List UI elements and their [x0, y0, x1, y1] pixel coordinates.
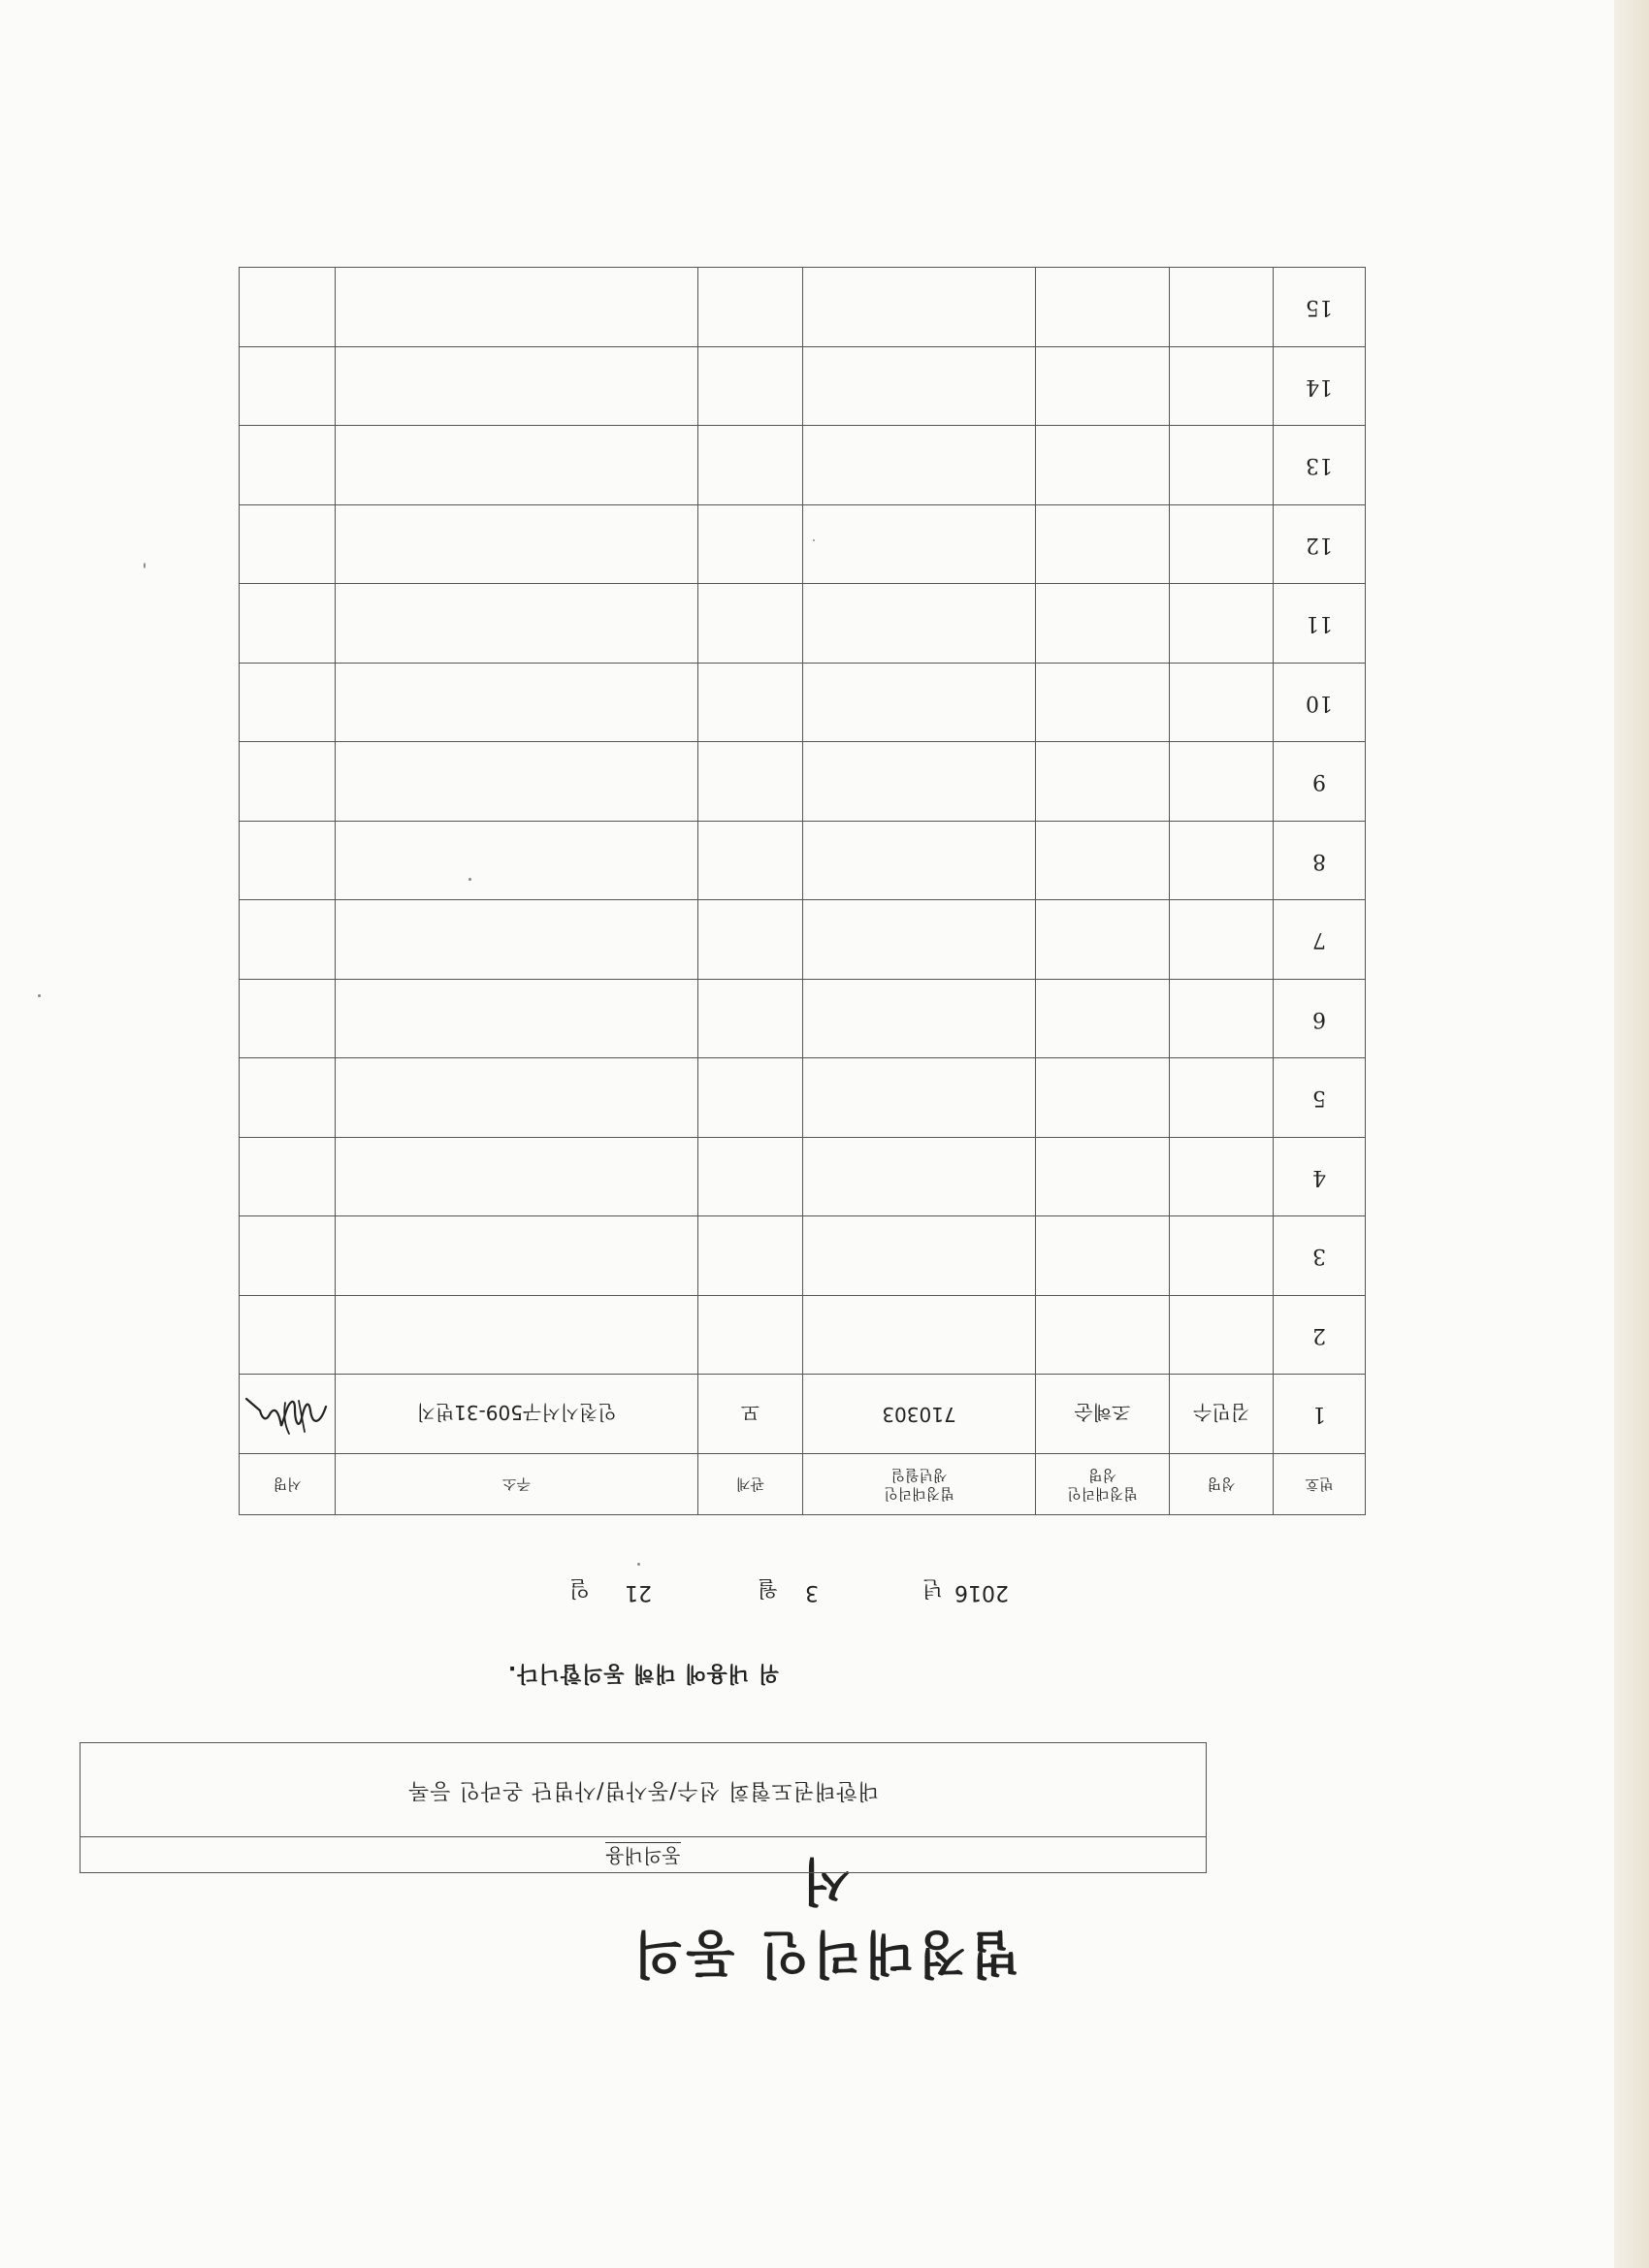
cell-address — [336, 742, 698, 822]
scan-speck — [637, 1563, 640, 1566]
table-row — [240, 822, 1366, 901]
cell-guardian-name — [1036, 980, 1170, 1059]
cell-relation — [698, 900, 803, 980]
cell-relation — [698, 347, 803, 427]
cell-name — [1170, 980, 1274, 1059]
table-row — [240, 900, 1366, 980]
date-month: 3 — [805, 1580, 819, 1604]
scan-speck — [144, 563, 146, 568]
cell-signature — [240, 664, 336, 743]
cell-relation: 모 — [698, 1375, 803, 1454]
cell-guardian-birth — [803, 900, 1036, 980]
cell-name — [1170, 426, 1274, 505]
table-row — [240, 505, 1366, 585]
cell-no: 1 — [1274, 1375, 1366, 1454]
cell-signature — [240, 900, 336, 980]
table-row — [240, 664, 1366, 743]
signing-date — [504, 1575, 1009, 1604]
cell-guardian-name — [1036, 584, 1170, 664]
cell-address — [336, 268, 698, 347]
header-signature: 서명 — [240, 1454, 336, 1515]
cell-guardian-birth — [803, 505, 1036, 585]
cell-guardian-birth — [803, 1138, 1036, 1217]
cell-signature — [240, 426, 336, 505]
cell-signature — [240, 1216, 336, 1296]
cell-no: 5 — [1274, 1058, 1366, 1138]
cell-name — [1170, 1216, 1274, 1296]
table-row — [240, 1296, 1366, 1376]
cell-address — [336, 822, 698, 901]
cell-address — [336, 900, 698, 980]
cell-address — [336, 1058, 698, 1138]
table-row — [240, 584, 1366, 664]
cell-address — [336, 505, 698, 585]
cell-address — [336, 980, 698, 1059]
cell-no: 13 — [1274, 426, 1366, 505]
cell-address — [336, 1216, 698, 1296]
cell-signature — [240, 742, 336, 822]
cell-signature — [240, 347, 336, 427]
cell-name — [1170, 822, 1274, 901]
cell-guardian-birth — [803, 742, 1036, 822]
consent-heading-text: 동의내용 — [605, 1844, 681, 1867]
consent-heading — [81, 1836, 1206, 1872]
table-row — [240, 980, 1366, 1059]
cell-no: 8 — [1274, 822, 1366, 901]
cell-signature — [240, 822, 336, 901]
cell-guardian-name — [1036, 742, 1170, 822]
cell-relation — [698, 1138, 803, 1217]
cell-address: 인천시서구509-31번지 — [336, 1375, 698, 1454]
scan-speck — [813, 539, 815, 541]
table-row — [240, 1058, 1366, 1138]
cell-name — [1170, 505, 1274, 585]
cell-no: 9 — [1274, 742, 1366, 822]
cell-relation — [698, 426, 803, 505]
cell-name — [1170, 268, 1274, 347]
cell-guardian-name — [1036, 1138, 1170, 1217]
cell-guardian-birth — [803, 1058, 1036, 1138]
cell-no: 3 — [1274, 1216, 1366, 1296]
cell-no: 11 — [1274, 584, 1366, 664]
cell-guardian-name — [1036, 426, 1170, 505]
agreement-statement: 위 내용에 대해 동의합니다. — [506, 1661, 780, 1685]
cell-guardian-birth — [803, 426, 1036, 505]
cell-signature — [240, 980, 336, 1059]
cell-guardian-name — [1036, 664, 1170, 743]
cell-guardian-birth — [803, 980, 1036, 1059]
cell-no: 14 — [1274, 347, 1366, 427]
table-row — [240, 426, 1366, 505]
table-row — [240, 742, 1366, 822]
cell-signature — [240, 268, 336, 347]
cell-guardian-birth — [803, 268, 1036, 347]
cell-name — [1170, 664, 1274, 743]
cell-guardian-name — [1036, 1216, 1170, 1296]
cell-address — [336, 584, 698, 664]
cell-name — [1170, 1138, 1274, 1217]
cell-signature — [240, 1058, 336, 1138]
cell-name — [1170, 584, 1274, 664]
header-guardian-birth: 법정대리인 생년월일 — [803, 1454, 1036, 1515]
cell-no: 2 — [1274, 1296, 1366, 1376]
cell-guardian-birth — [803, 822, 1036, 901]
header-address: 주소 — [336, 1454, 698, 1515]
cell-guardian-name — [1036, 505, 1170, 585]
date-year: 2016 — [954, 1580, 1009, 1604]
cell-no: 12 — [1274, 505, 1366, 585]
header-guardian-name: 법정대리인 성명 — [1036, 1454, 1170, 1515]
cell-guardian-birth: 710303 — [803, 1375, 1036, 1454]
cell-guardian-birth — [803, 1296, 1036, 1376]
document-title: 법정대리인 동의서 — [630, 1851, 1019, 1982]
cell-name — [1170, 1296, 1274, 1376]
cell-relation — [698, 1296, 803, 1376]
cell-name — [1170, 742, 1274, 822]
cell-no: 6 — [1274, 980, 1366, 1059]
cell-name — [1170, 900, 1274, 980]
cell-relation — [698, 505, 803, 585]
cell-signature — [240, 584, 336, 664]
scan-speck — [469, 878, 471, 881]
date-month-unit: 월 — [757, 1575, 778, 1600]
header-no: 번호 — [1274, 1454, 1366, 1515]
cell-relation — [698, 980, 803, 1059]
table-row — [240, 1216, 1366, 1296]
date-day: 21 — [625, 1580, 652, 1604]
header-relation: 관계 — [698, 1454, 803, 1515]
date-year-unit: 년 — [922, 1575, 943, 1600]
handwritten-signature — [241, 1385, 334, 1443]
cell-address — [336, 1138, 698, 1217]
cell-address — [336, 426, 698, 505]
date-day-unit: 일 — [568, 1575, 590, 1600]
cell-no: 4 — [1274, 1138, 1366, 1217]
cell-guardian-birth — [803, 664, 1036, 743]
cell-guardian-name — [1036, 900, 1170, 980]
cell-relation — [698, 1058, 803, 1138]
cell-name — [1170, 1058, 1274, 1138]
consent-content: 대한태권도협회 선수/동사범/사범단 온라인 등록 — [407, 1778, 879, 1802]
cell-relation — [698, 584, 803, 664]
consent-content-box — [80, 1742, 1207, 1873]
cell-guardian-name: 조혜순 — [1036, 1375, 1170, 1454]
cell-signature — [240, 1138, 336, 1217]
cell-signature — [240, 505, 336, 585]
cell-no: 10 — [1274, 664, 1366, 743]
cell-signature — [240, 1296, 336, 1376]
cell-relation — [698, 268, 803, 347]
cell-address — [336, 1296, 698, 1376]
cell-signature — [240, 1375, 336, 1454]
cell-relation — [698, 1216, 803, 1296]
cell-guardian-name — [1036, 268, 1170, 347]
table-row — [240, 268, 1366, 347]
cell-address — [336, 347, 698, 427]
cell-guardian-birth — [803, 1216, 1036, 1296]
table-header-row — [240, 1454, 1366, 1515]
cell-name: 김민수 — [1170, 1375, 1274, 1454]
table-row — [240, 1375, 1366, 1454]
cell-guardian-name — [1036, 822, 1170, 901]
cell-no: 15 — [1274, 268, 1366, 347]
cell-guardian-birth — [803, 584, 1036, 664]
cell-relation — [698, 822, 803, 901]
table-row — [240, 347, 1366, 427]
cell-guardian-name — [1036, 1058, 1170, 1138]
cell-name — [1170, 347, 1274, 427]
scan-speck — [38, 994, 41, 997]
cell-guardian-birth — [803, 347, 1036, 427]
cell-relation — [698, 664, 803, 743]
cell-relation — [698, 742, 803, 822]
cell-guardian-name — [1036, 1296, 1170, 1376]
cell-no: 7 — [1274, 900, 1366, 980]
header-name: 성명 — [1170, 1454, 1274, 1515]
table-row — [240, 1138, 1366, 1217]
cell-guardian-name — [1036, 347, 1170, 427]
cell-address — [336, 664, 698, 743]
guardian-consent-table — [239, 268, 1366, 1516]
